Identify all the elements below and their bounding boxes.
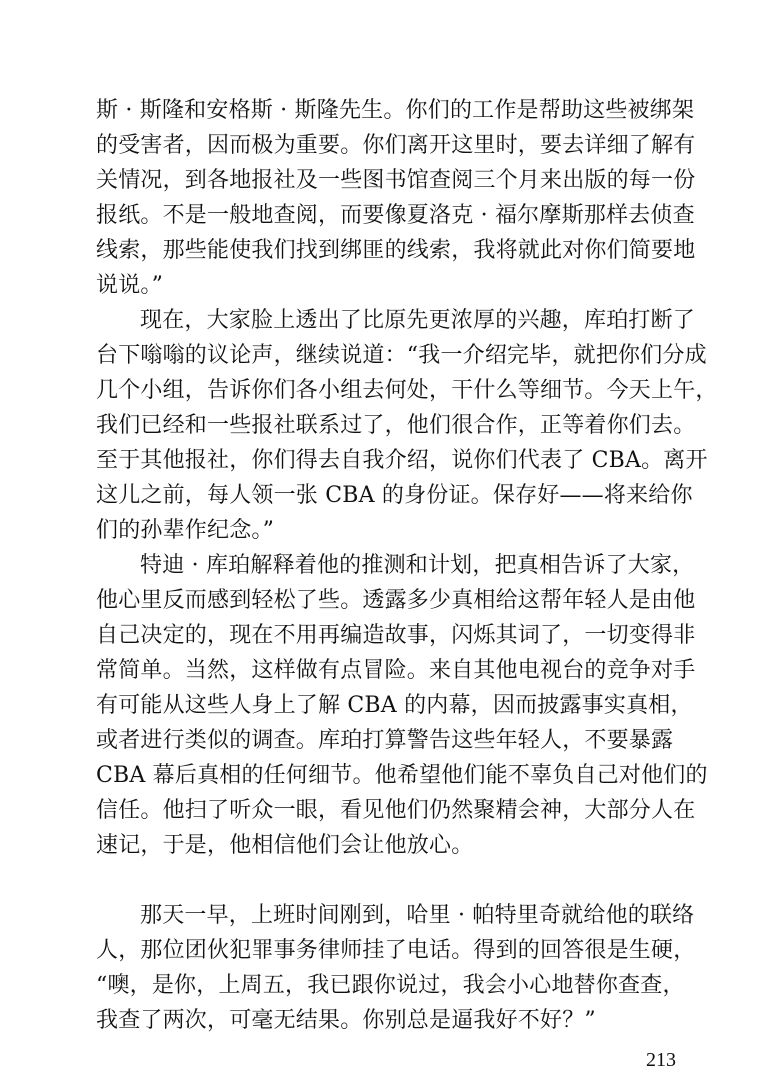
text-line: 人，那位团伙犯罪事务律师挂了电话。得到的回答很是生硬， <box>96 938 696 963</box>
text-line: 我查了两次，可毫无结果。你别总是逼我好不好？” <box>96 1008 596 1033</box>
text-line: 有可能从这些人身上了解 CBA 的内幕，因而披露事实真相， <box>96 693 693 718</box>
text-line: 这儿之前，每人领一张 CBA 的身份证。保存好——将来给你 <box>96 483 693 508</box>
text-line: 那天一早，上班时间刚到，哈里 · 帕特里奇就给他的联络 <box>140 903 695 928</box>
text-line: 台下嗡嗡的议论声，继续说道：“我一介绍完毕，就把你们分成 <box>96 343 707 368</box>
text-line: 斯 · 斯隆和安格斯 · 斯隆先生。你们的工作是帮助这些被绑架 <box>96 98 695 123</box>
text-line: 现在，大家脸上透出了比原先更浓厚的兴趣，库珀打断了 <box>140 308 696 333</box>
text-line: 或者进行类似的调查。库珀打算警告这些年轻人，不要暴露 <box>96 728 674 753</box>
text-line: 说说。” <box>96 273 164 298</box>
text-line: 几个小组，告诉你们各小组去何处，干什么等细节。今天上午， <box>96 378 718 403</box>
text-line: 至于其他报社，你们得去自我介绍，说你们代表了 CBA。离开 <box>96 448 708 473</box>
text-line: 他心里反而感到轻松了些。透露多少真相给这帮年轻人是由他 <box>96 588 696 613</box>
text-line: “噢，是你，上周五，我已跟你说过，我会小心地替你查查， <box>96 973 685 998</box>
text-line: 信任。他扫了听众一眼，看见他们仍然聚精会神，大部分人在 <box>96 798 696 823</box>
page-number: 213 <box>646 1049 676 1071</box>
text-line: CBA 幕后真相的任何细节。他希望他们能不辜负自己对他们的 <box>96 763 708 788</box>
text-line: 速记，于是，他相信他们会让他放心。 <box>96 833 474 858</box>
text-line: 们的孙辈作纪念。” <box>96 518 275 543</box>
text-line: 我们已经和一些报社联系过了，他们很合作，正等着你们去。 <box>96 413 696 438</box>
text-line: 的受害者，因而极为重要。你们离开这里时，要去详细了解有 <box>96 133 696 158</box>
text-line: 自己决定的，现在不用再编造故事，闪烁其词了，一切变得非 <box>96 623 696 648</box>
text-line: 线索，那些能使我们找到绑匪的线索，我将就此对你们简要地 <box>96 238 696 263</box>
text-line: 关情况，到各地报社及一些图书馆查阅三个月来出版的每一份 <box>96 168 696 193</box>
text-line: 报纸。不是一般地查阅，而要像夏洛克 · 福尔摩斯那样去侦查 <box>96 203 695 228</box>
text-line: 常简单。当然，这样做有点冒险。来自其他电视台的竞争对手 <box>96 658 696 683</box>
text-line: 特迪 · 库珀解释着他的推测和计划，把真相告诉了大家， <box>140 553 695 578</box>
